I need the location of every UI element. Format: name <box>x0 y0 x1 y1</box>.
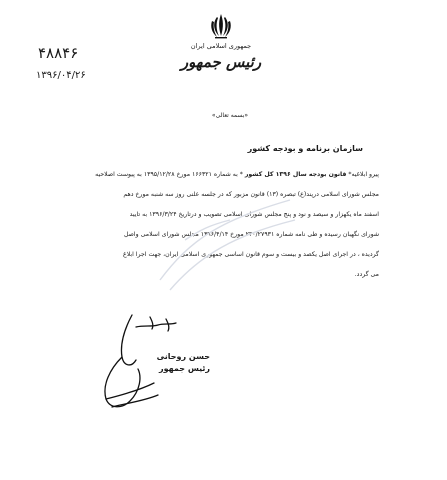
iran-emblem-icon <box>208 12 234 40</box>
law-title: قانون بودجه سال ۱۳۹۶ کل کشور <box>244 171 347 178</box>
body-line-4: شورای نگهبان رسیده و طی نامه شماره ۲۴۰/۲۷۹۳۱ مورخ ۱۳۹۶/۴/۱۴ مجلس شورای اسلامی واصل <box>123 231 379 238</box>
signer-name: حسن روحانی <box>156 352 210 361</box>
republic-label: جمهوری اسلامی ایران <box>190 42 252 50</box>
body-line-1-suffix: * به شماره ۱۶۶۳۲۱ مورخ ۱۳۹۵/۱۲/۲۸ به پیوست اصلاحیه <box>95 171 245 178</box>
body-line-1 <box>59 170 379 179</box>
addressee: سازمان برنامه و بودجه کشور <box>247 144 363 153</box>
letter-date: ۱۳۹۶/۰۴/۲۶ <box>36 70 86 81</box>
body-line-1-prefix: پیرو ابلاغیه* <box>346 171 379 178</box>
letter-number: ۴۸۸۴۶ <box>38 44 79 62</box>
body-line-3: اسفند ماه یکهزار و سیصد و نود و پنج مجلس شورای اسلامی تصویب و درتاریخ ۱۳۹۶/۳/۲۴ به تایید <box>129 211 379 218</box>
signer-title: رئیس جمهور <box>159 364 210 373</box>
president-office-title: رئیس جمهور <box>180 53 262 71</box>
body-line-6: می گردد. <box>354 271 379 278</box>
invocation: «بسمه تعالی» <box>211 112 249 119</box>
body-line-2: مجلس شورای اسلامی درپند(ع) تبصره (۱۳) قانون مزبور که در جلسه علنی روز سه شنبه مورخ دهم <box>123 191 379 198</box>
body-line-5: گردیده ، در اجرای اصل یکصد و بیست و سوم قانون اساسی جمهوری اسلامی ایران، جهت اجرا ابلاغ <box>123 251 379 258</box>
